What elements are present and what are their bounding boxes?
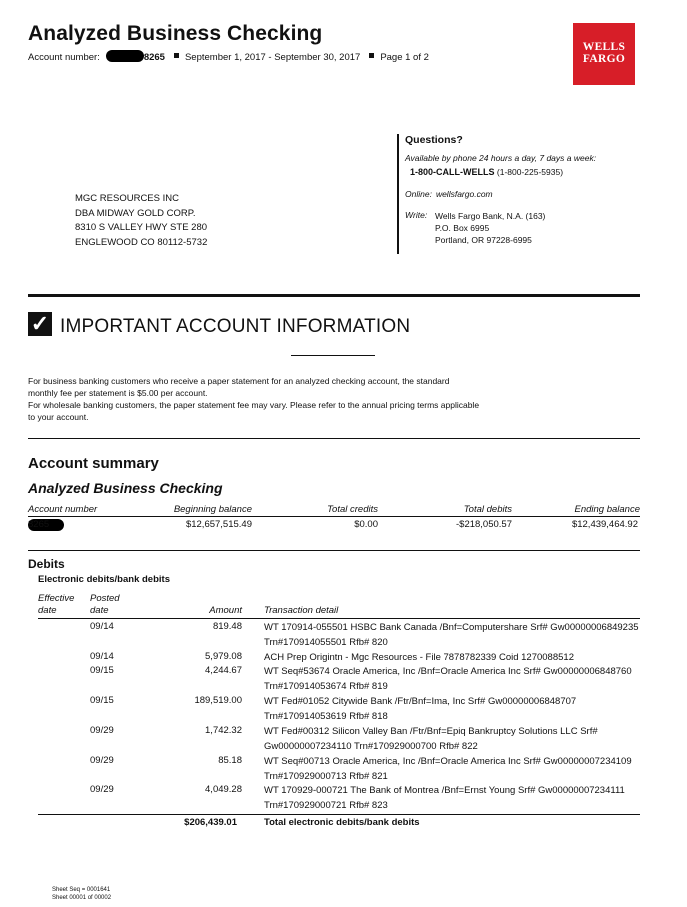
info-line: For wholesale banking customers, the paper statement fee may vary. Please refer to the annual pricing terms applicable [28,400,480,410]
redacted-account-mark [106,50,144,62]
address-line: 8310 S VALLEY HWY STE 280 [75,222,208,233]
posted-date: 09/15 [90,695,114,706]
table-row [38,663,640,693]
table-row [38,619,640,649]
account-suffix: 8265 [143,52,165,63]
amount: 4,244.67 [205,665,242,676]
address-line: DBA MIDWAY GOLD CORP. [75,207,196,219]
col-effective-line1: Effective [38,593,75,604]
col-total-credits: Total credits [327,504,378,515]
phone-name: 1-800-CALL-WELLS [410,167,495,177]
total-label: Total electronic debits/bank debits [264,817,420,828]
col-beginning-balance: Beginning balance [173,504,252,515]
amount: 4,049.28 [205,784,242,795]
debits-header-row [38,593,640,619]
phone-number: (1-800-225-5935) [496,167,564,177]
debits-total-row [38,814,640,830]
online-label: Online: [405,189,432,199]
col-amount: Amount [209,605,242,616]
amount: 819.48 [212,621,242,632]
beginning-balance-value: $12,657,515.49 [185,519,252,530]
section-divider [28,438,640,439]
amount: 1,742.32 [205,725,242,736]
sheet-seq-line: Sheet Seq = 0001641 [52,887,111,893]
checkmark-icon: ✓ [28,312,52,336]
account-label: Account number: [28,52,100,63]
table-row [38,723,640,753]
info-line: to your account. [28,412,89,422]
account-line [28,50,429,63]
total-credits-value: $0.00 [354,519,378,530]
amount: 189,519.00 [194,695,242,706]
debits-heading: Debits [28,557,65,571]
col-ending-balance: Ending balance [574,504,640,515]
col-posted-line1: Posted [90,593,120,604]
debits-subheading: Electronic debits/bank debits [38,574,170,585]
address-line: ENGLEWOOD CO 80112-5732 [75,236,208,248]
transaction-detail: WT 170914-055501 HSBC Bank Canada /Bnf=Computershare Srf# Gw00000006849235 Trn#170914055501 Rfb# 820 [264,622,639,648]
table-row [38,649,640,663]
sheet-count-line: Sheet 00001 of 00002 [52,895,112,901]
questions-heading: Questions? [405,134,463,146]
table-row [38,753,640,782]
col-posted-line2: date [90,605,109,616]
total-debits-value: -$218,050.57 [456,519,512,530]
questions-box [397,134,637,254]
important-heading: IMPORTANT ACCOUNT INFORMATION [60,316,411,337]
posted-date: 09/29 [90,755,114,766]
write-label: Write: [405,210,428,220]
wells-fargo-logo [573,23,635,85]
col-account-number: Account number [28,504,98,515]
statement-period: September 1, 2017 - September 30, 2017 [184,52,361,63]
summary-values-row [28,519,640,533]
summary-heading: Account summary [28,455,159,472]
availability-text: Available by phone 24 hours a day, 7 days a week: [405,153,597,163]
summary-account-suffix: 8265 [28,519,50,530]
page-number: Page 1 of 2 [380,52,429,63]
col-effective-line2: date [38,605,57,616]
posted-date: 09/14 [90,651,114,662]
write-row [405,210,637,246]
sheet-sequence [52,886,111,902]
address-line: MGC RESOURCES INC [75,193,179,204]
summary-table [28,504,640,533]
total-amount: $206,439.01 [184,817,237,828]
table-row [38,693,640,723]
summary-header-row [28,504,640,517]
online-value: wellsfargo.com [435,189,493,199]
debits-table [38,593,640,830]
transaction-detail: ACH Prep Origintn - Mgc Resources - File 7878782339 Coid 1270088512 [264,652,574,663]
posted-date: 09/29 [90,725,114,736]
logo-line-1: WELLS [582,41,626,53]
info-line: For business banking customers who receive a paper statement for an analyzed checking account, the standard [28,376,450,386]
online-row [405,189,637,199]
mailing-address [75,192,207,250]
ending-balance-value: $12,439,464.92 [571,519,638,530]
section-divider [28,550,640,551]
write-line: P.O. Box 6995 [435,223,490,233]
info-line: monthly fee per statement is $5.00 per account. [28,388,208,398]
amount: 5,979.08 [205,651,242,662]
posted-date: 09/14 [90,621,114,632]
bullet-square-icon [369,53,374,58]
logo-line-2: FARGO [582,53,626,65]
write-address [435,210,545,246]
section-divider [28,294,640,297]
table-row [38,782,640,814]
col-total-debits: Total debits [463,504,512,515]
transaction-detail: WT 170929-000721 The Bank of Montrea /Bnf=Ernst Young Srf# Gw00000007234111 Trn#170929000721 Rfb# 823 [264,785,625,811]
summary-subheading: Analyzed Business Checking [28,480,223,496]
write-line: Wells Fargo Bank, N.A. (163) [435,211,546,221]
statement-title: Analyzed Business Checking [28,22,323,45]
bullet-square-icon [174,53,179,58]
phone-line [410,167,637,177]
posted-date: 09/29 [90,784,114,795]
transaction-detail: WT Fed#01052 Citywide Bank /Ftr/Bnf=Ima, Inc Srf# Gw00000006848707 Trn#170914053619 Rfb# 818 [264,696,577,722]
posted-date: 09/15 [90,665,114,676]
short-divider [291,355,375,356]
transaction-detail: WT Fed#00312 Silicon Valley Ban /Ftr/Bnf=Epiq Bankruptcy Solutions LLC Srf# Gw00000007234110 Trn#170929000700 Rfb# 822 [264,726,598,752]
important-info-text [28,375,508,423]
transaction-detail: WT Seq#00713 Oracle America, Inc /Bnf=Oracle America Inc Srf# Gw00000007234109 Trn#170929000713 Rfb# 821 [264,756,632,782]
amount: 85.18 [218,755,242,766]
write-line: Portland, OR 97228-6995 [435,235,532,245]
transaction-detail: WT Seq#53674 Oracle America, Inc /Bnf=Oracle America Inc Srf# Gw00000006848760 Trn#170914053674 Rfb# 819 [264,666,632,692]
col-transaction-detail: Transaction detail [264,605,339,616]
